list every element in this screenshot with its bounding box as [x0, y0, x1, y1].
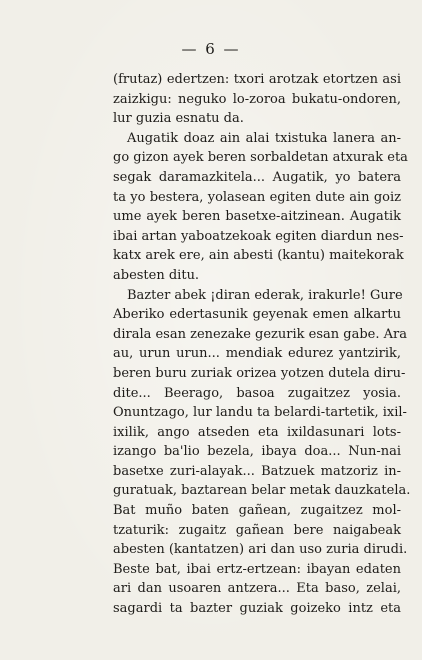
text-line: go gizon ayek beren sorbaldetan atxurak eta — [113, 150, 408, 166]
text-line: ta yo bestera, yolasean egiten dute ain goiz — [113, 189, 401, 205]
text-line: Bazter abek ¡diran ederak, irakurle! Gure — [127, 287, 403, 303]
text-line: Augatik doaz ain alai txistuka lanera an- — [127, 130, 401, 146]
text-line: ixilik, ango atseden eta ixildasunari lots- — [113, 424, 401, 440]
text-line: (frutaz) edertzen: txori arotzak etortzen asi — [113, 72, 401, 87]
text-line: izango ba'lio bezela, ibaya doa... Nun-nai — [113, 444, 401, 460]
body-text — [113, 70, 411, 619]
text-line: lur guzia esnatu da. — [113, 111, 244, 127]
paragraph — [113, 286, 411, 619]
text-line: ibai artan yaboatzekoak egiten diardun nes- — [113, 228, 404, 244]
text-line: au, urun urun... mendiak edurez yantzirik, — [113, 346, 401, 362]
text-line: Beste bat, ibai ertz-ertzean: ibayan edaten — [113, 561, 401, 577]
text-line: katx arek ere, ain abesti (kantu) maitekorak — [113, 248, 404, 264]
text-line: tzaturik: zugaitz gañean bere naigabeak — [113, 522, 401, 538]
paragraph — [113, 129, 408, 286]
text-line: guratuak, baztarean belar metak dauzkatela. — [113, 483, 411, 499]
text-line: abesten (kantatzen) ari dan uso zuria dirudi. — [113, 542, 408, 558]
text-line: beren buru zuriak orizea yotzen dutela diru- — [113, 365, 406, 381]
text-line: zaizkigu: neguko lo-zoroa bukatu-ondoren, — [113, 91, 401, 107]
text-line: Aberiko edertasunik geyenak emen alkartu — [113, 307, 401, 323]
text-line: Onuntzago, lur landu ta belardi-tartetik, ixil- — [113, 405, 407, 421]
page-number: — 6 — — [181, 40, 241, 58]
paragraph — [113, 70, 401, 129]
text-line: segak daramazkitela... Augatik, yo batera — [113, 169, 401, 185]
text-line: ume ayek beren basetxe-aitzinean. Augatik — [113, 209, 401, 225]
text-line: dirala esan zenezake gezurik esan gabe. Ara — [113, 326, 407, 342]
text-line: sagardi ta bazter guziak goizeko intz eta — [113, 601, 401, 617]
text-line: Bat muño baten gañean, zugaitzez mol- — [113, 503, 401, 519]
text-line: dite... Beerago, basoa zugaitzez yosia. — [113, 385, 401, 401]
text-line: basetxe zuri-alayak... Batzuek matzoriz in- — [113, 463, 401, 479]
text-line: abesten ditu. — [113, 267, 200, 283]
text-line: ari dan usoaren antzera... Eta baso, zelai, — [113, 581, 401, 597]
